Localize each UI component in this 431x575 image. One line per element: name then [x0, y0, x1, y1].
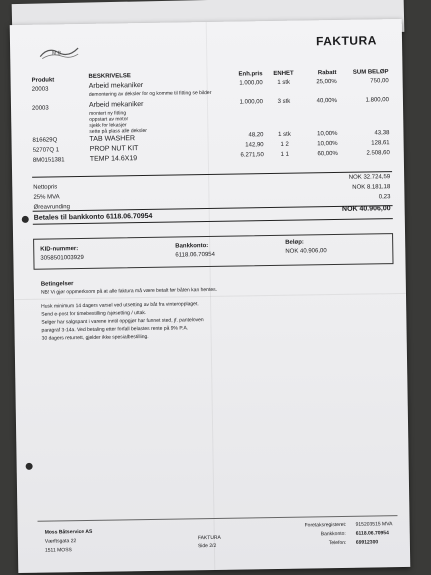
conditions-title: Betingelser — [40, 281, 74, 288]
footer-bank-label: Bankkonto: — [320, 530, 346, 538]
line-unit: 1 2 — [280, 141, 289, 148]
line-description: TEMP 14.6X19 — [89, 155, 138, 163]
line-sum: 128,61 — [371, 140, 390, 147]
footer-orgnr-label: Foretaksregisteret: — [304, 521, 347, 529]
rounding-value: 0,23 — [378, 194, 391, 201]
line-product: 52707Q 1 — [32, 147, 60, 154]
line-product: 8M0151381 — [32, 157, 65, 164]
line-product: 20003 — [31, 86, 49, 93]
punch-hole — [22, 216, 29, 223]
kid-label: KID-nummer: — [40, 246, 79, 253]
line-price: 1.000,00 — [239, 80, 263, 87]
footer-phone-label: Telefon: — [328, 539, 347, 547]
net-value: NOK 32.724,59 — [348, 174, 391, 181]
line-price: 6.271,50 — [240, 152, 264, 159]
line-note: demontering av deksler for og komme til fitting se bilder — [88, 89, 212, 98]
logo-text: M.B — [52, 50, 62, 57]
line-note: oppstart av motor — [89, 116, 129, 123]
line-description: TAB WASHER — [89, 135, 136, 143]
line-discount: 25,00% — [316, 78, 337, 86]
line-note: montert ny fitting — [89, 110, 127, 117]
net-label: Nettopris — [33, 184, 58, 191]
line-product: 20003 — [31, 105, 49, 112]
footer-orgnr-value: 915203515 MVA — [355, 521, 393, 528]
account-value: 6118.06.70954 — [175, 251, 216, 259]
footer-address2: 1511 MOSS — [44, 547, 72, 554]
line-sum: 43,38 — [374, 130, 390, 137]
conditions-line: Send e-post for timebestilling /sjøsetting / uttak. — [41, 310, 147, 318]
line-note: sjekk for lekasjer — [89, 122, 127, 129]
invoice-page — [10, 19, 411, 573]
amount-label: Beløp: — [285, 239, 304, 246]
pay-value: NOK 40.906,00 — [341, 205, 391, 213]
line-description: PROP NUT KIT — [89, 145, 139, 153]
conditions-line: Selger har salgspant i varene inntil oppgjør har funnet sted, jf. panteloven — [41, 317, 204, 326]
rounding-label: Øreavrunding — [33, 204, 70, 211]
footer-company: Moss Båtservice AS — [44, 528, 93, 536]
line-discount: 10,00% — [317, 130, 338, 138]
line-sum: 750,00 — [370, 78, 389, 85]
col-sum: SUM BELØP — [352, 69, 389, 76]
footer-page: Side 2/2 — [197, 542, 217, 550]
line-price: 142,90 — [245, 142, 264, 149]
footer-rule — [38, 515, 398, 522]
line-sum: 1.800,00 — [365, 97, 389, 104]
vat-value: NOK 8.181,18 — [352, 184, 391, 191]
line-price: 48,20 — [248, 132, 264, 139]
line-sum: 2.508,60 — [366, 150, 390, 157]
line-unit: 1 stk — [277, 79, 291, 86]
line-unit: 3 stk — [277, 98, 291, 105]
conditions-line: Husk minimum 14 dagers varsel ved utsetting av båt fra vinteropplaget. — [41, 301, 199, 310]
amount-value: NOK 40.906,00 — [285, 248, 327, 255]
line-discount: 10,00% — [317, 140, 338, 148]
line-unit: 1 1 — [280, 151, 290, 158]
punch-hole — [26, 463, 33, 470]
conditions-line: NB! Vi gjør oppmerksom på at alle faktura må være betalt før båten kan hentes. — [40, 286, 218, 296]
line-description: Arbeid mekaniker — [88, 82, 144, 90]
vat-label: 25% MVA — [33, 194, 60, 201]
col-product: Produkt — [31, 77, 55, 84]
col-unit-price: Enh.pris — [238, 71, 263, 78]
line-description: Arbeid mekaniker — [88, 101, 144, 109]
company-logo — [38, 44, 80, 61]
col-description: BESKRIVELSE — [88, 73, 131, 80]
footer-address1: Værftsgata 22 — [44, 538, 77, 545]
line-note: sette på plass alle deksler — [89, 127, 147, 135]
pay-label: Betales til bankkonto 6118.06.70954 — [33, 212, 153, 222]
conditions-line: 30 dagers returrett, gjelder ikke spesialbestilling. — [41, 333, 149, 342]
invoice-title: FAKTURA — [315, 33, 377, 49]
line-price: 1.000,00 — [239, 99, 264, 106]
line-discount: 60,00% — [317, 150, 338, 158]
col-unit: ENHET — [273, 70, 294, 77]
footer-doc: FAKTURA — [197, 534, 221, 542]
kid-value: 3058501003929 — [40, 254, 84, 262]
line-unit: 1 stk — [278, 131, 291, 138]
col-discount: Rabatt — [317, 69, 337, 77]
footer-bank-value: 6118.06.70954 — [355, 530, 389, 537]
line-discount: 40,00% — [316, 97, 337, 105]
conditions-line: paragraf 3-14a. Ved betaling etter forfall belastes rente på 9% P.A. — [41, 325, 189, 334]
account-label: Bankkonto: — [175, 243, 209, 250]
footer-phone-value: 69912300 — [355, 539, 379, 546]
line-product: 816629Q — [32, 137, 58, 144]
